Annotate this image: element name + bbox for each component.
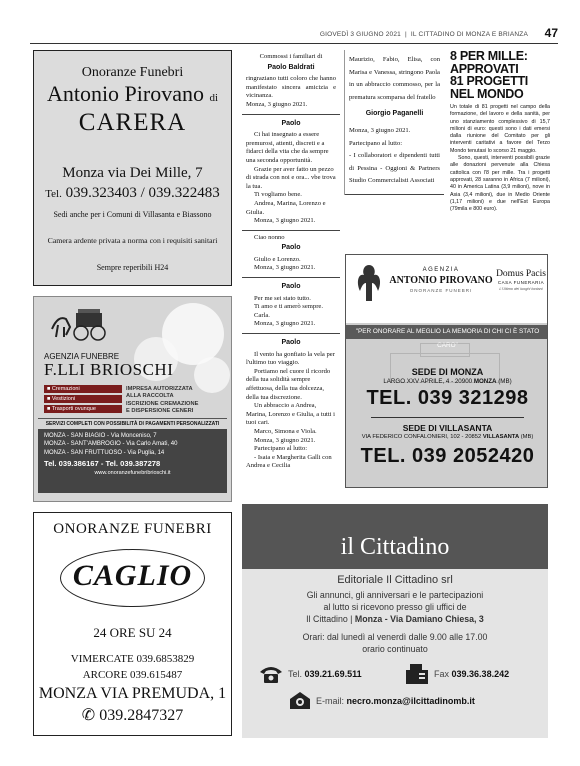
carera-name: Antonio Pirovano di <box>46 81 219 106</box>
obituary-notice: Commossi i familiari di Paolo Baldrati ringraziano tutti coloro che hanno manifestato sincera amicizia e vicinanza. Monza, 3 giugno 2021. <box>242 50 340 115</box>
brioschi-location: MONZA - SAN FRUTTUOSO - Via Puglia, 14 <box>44 449 165 456</box>
pirovano-slogan: "PER ONORARE AL MEGLIO LA MEMORIA DI CHI CI È STATO CARO" <box>346 325 548 339</box>
caglio-name: CAGLIO <box>72 559 193 592</box>
angel-icon <box>354 261 384 305</box>
header-meta: GIOVEDÌ 3 GIUGNO 2021 | IL CITTADINO DI MONZA E BRIANZA <box>319 31 528 38</box>
caglio-title: ONORANZE FUNEBRI <box>53 521 212 537</box>
carera-hours: Sempre reperibili H24 <box>96 263 169 272</box>
cittadino-line1: Gli annunci, gli anniversari e le partecipazioni <box>306 590 484 600</box>
article-8-per-mille <box>450 50 550 213</box>
monza-address: LARGO XXV APRILE, 4 - 20900 MONZA (MB) <box>383 378 512 385</box>
cittadino-email: E-mail: necro.monza@ilcittadinomb.it <box>316 696 475 706</box>
cittadino-tel: Tel. 039.21.69.511 <box>288 669 362 679</box>
carera-chapel: Camera ardente privata a norma con i requisiti sanitari <box>47 236 218 245</box>
partner-name: Domus Pacis <box>496 269 546 279</box>
partner-sub: CASA FUNERARIA <box>497 280 545 285</box>
pirovano-agency: AGENZIA <box>422 267 460 273</box>
notice-deceased-name: Paolo Baldrati <box>267 63 315 71</box>
brioschi-service: ■ Cremazioni <box>44 385 122 393</box>
brioschi-location: MONZA - SAN BIAGIO - Via Monceniso, 7 <box>44 433 157 439</box>
carera-line1: Onoranze Funebri <box>81 65 184 80</box>
cittadino-line2: al lutto si ricevono presso gli uffici de <box>323 602 467 612</box>
building-backdrop <box>370 343 520 383</box>
brioschi-website: www.onoranzefunebribrioschi.it <box>94 469 171 476</box>
pirovano-subtitle: ONORANZE FUNEBRI <box>409 288 473 293</box>
brioschi-location: MONZA - SANT'AMBROGIO - Via Carlo Amati, 40 <box>44 441 178 448</box>
monza-title: SEDE DI MONZA <box>411 367 484 377</box>
ad-caglio <box>33 512 232 736</box>
phone-icon <box>258 664 284 684</box>
pirovano-name: ANTONIO PIROVANO <box>389 275 493 286</box>
article-headline: 8 PER MILLE: APPROVATI 81 PROGETTI NEL MONDO <box>450 49 528 101</box>
cittadino-line3: Il Cittadino | Monza - Via Damiano Chiesa, 3 <box>306 614 484 624</box>
page-header <box>30 26 558 44</box>
brioschi-service: ■ Trasporti ovunque <box>44 405 122 413</box>
notice-title: Paolo <box>281 119 301 127</box>
cittadino-hours2: orario continuato <box>362 644 428 654</box>
carera-branches: Sedi anche per i Comuni di Villasanta e Biassono <box>53 210 212 219</box>
obituary-notice: Paolo Ci hai insegnato a essere premurosi, attenti, discreti e a fidarci della vita che da sempre una seconda opportunità. Grazie per aver fatto un pezzo di strada con noi e ora... vbe trova la tua. Ti vogliamo bene. Andrea, Marina, Lorenzo e Giulia. Monza, 3 giugno 2021. <box>242 115 340 231</box>
brioschi-agency: AGENZIA FUNEBRE <box>44 352 120 361</box>
brioschi-banner: SERVIZI COMPLETI CON POSSIBILITÀ DI PAGAMENTI PERSONALIZZATI <box>38 418 227 427</box>
brioschi-name: F.LLI BRIOSCHI <box>44 360 174 379</box>
brioschi-services-left <box>44 385 122 413</box>
notice-title: Paolo <box>281 339 301 347</box>
villasanta-phone: TEL. 039 2052420 <box>360 445 535 467</box>
header-date: GIOVEDÌ 3 GIUGNO 2021 <box>319 31 401 38</box>
notice-deceased-name: Giorgio Paganelli <box>365 110 424 118</box>
caglio-phone: ✆ 039.2847327 <box>81 707 184 724</box>
notice-deceased-name: Paolo <box>281 244 301 252</box>
cittadino-fax: Fax 039.36.38.242 <box>434 669 510 679</box>
villasanta-title: SEDE DI VILLASANTA <box>402 423 493 433</box>
cittadino-editor: Editoriale Il Cittadino srl <box>337 574 453 586</box>
notice-title: Paolo <box>281 283 301 291</box>
cittadino-logo: il Cittadino <box>340 534 450 560</box>
cittadino-hours1: Orari: dal lunedì al venerdì dalle 9.00 alle 17.00 <box>302 632 488 642</box>
brioschi-phones: Tel. 039.386167 - Tel. 039.387278 <box>44 459 161 469</box>
ad-pirovano-carera <box>33 50 232 286</box>
email-icon <box>288 690 312 710</box>
caglio-hours: 24 ORE SU 24 <box>93 625 172 640</box>
ad-il-cittadino <box>242 504 548 738</box>
page-number: 47 <box>544 26 558 40</box>
ad-brioschi <box>33 296 232 502</box>
notices-column-1 <box>242 50 340 475</box>
brioschi-services-right: IMPRESA AUTORIZZATA ALLA RACCOLTA ISCRIZIONE CREMAZIONE E DISPERSIONE CENERI <box>126 386 199 415</box>
monza-phone: TEL. 039 321298 <box>366 387 529 409</box>
caglio-arcore: ARCORE 039.615487 <box>82 669 183 681</box>
ad-pirovano-monza <box>345 254 548 488</box>
flower-decoration <box>194 357 230 393</box>
divider <box>371 417 524 418</box>
partner-tag: L'Ultimo dei luoghi lontani <box>499 287 543 291</box>
obituary-notice: Paolo Per me sei stato tutto. Ti amo e ti amerò sempre. Carla. Monza, 3 giugno 2021. <box>242 278 340 334</box>
obituary-notice: Maurizio, Fabio, Elisa, con Marisa e Vanessa, stringono Paola in un abbraccio commosso, per la prematura scomparsa del fratello Giorgio Paganelli Monza, 3 giugno 2021. Partecipano al lutto: - I collaboratori e dipendenti tutti di Pessina - Oggioni & Partners Studio Commercialisti Associati <box>345 50 444 195</box>
carriage-icon <box>48 305 124 343</box>
brioschi-service: ■ Vestizioni <box>44 395 122 403</box>
notices-column-2 <box>344 50 444 195</box>
obituary-notice: Paolo Il vento ha gonfiato la vela per l'ultimo tuo viaggio. Portiamo nel cuore il ricordo della tua solidità sempre affettuosa, della tua dolcezza, della tua discrezione. Un abbraccio a Andrea, Marina, Lorenzo e Giulia, a tutti i tuoi cari. Marco, Simona e Viola. Monza, 3 giugno 2021. Partecipano al lutto: - Isaia e Margherita Galli con Andrea e Cecilia <box>246 339 335 470</box>
caglio-vimercate: VIMERCATE 039.6853829 <box>70 653 195 665</box>
villasanta-address: VIA FEDERICO CONFALONIERI, 102 - 20852 VILLASANTA (MB) <box>361 434 534 440</box>
carera-phones: Tel. 039.323403 / 039.322483 <box>45 185 220 201</box>
header-paper: IL CITTADINO DI MONZA E BRIANZA <box>410 31 528 38</box>
caglio-address: MONZA VIA PREMUDA, 1 <box>38 685 227 702</box>
article-body: Un totale di 81 progetti nel campo della formazione, del lavoro e della sanità, per uno stanziamento complessivo di 15,7 milioni di euro: questi sono i dati emersi dalla riunione del Comitato per gli interventi caritativi a favore del Terzo Mondo tenutasi lo scorso 21 maggio. Sono, questi, interventi possibili grazie alle donazioni pervenute alla Chiesa cattolica con l'8 per mille. Tra i progetti approvati, 28 saranno in Africa (7 milioni), 40 in America Latina (3,9 milioni), nove in Asia (3,4 milioni), due in Medio Oriente (1,17 milioni) e due nell'Est Europa (79mila e 800 euro). <box>450 104 550 213</box>
carera-town: CARERA <box>78 109 187 136</box>
brioschi-locations <box>38 429 227 493</box>
carera-address: Monza via Dei Mille, 7 <box>62 165 203 181</box>
obituary-notice: Ciao nonno Paolo Giulio e Lorenzo. Monza, 3 giugno 2021. <box>242 231 340 278</box>
fax-icon <box>404 662 430 686</box>
